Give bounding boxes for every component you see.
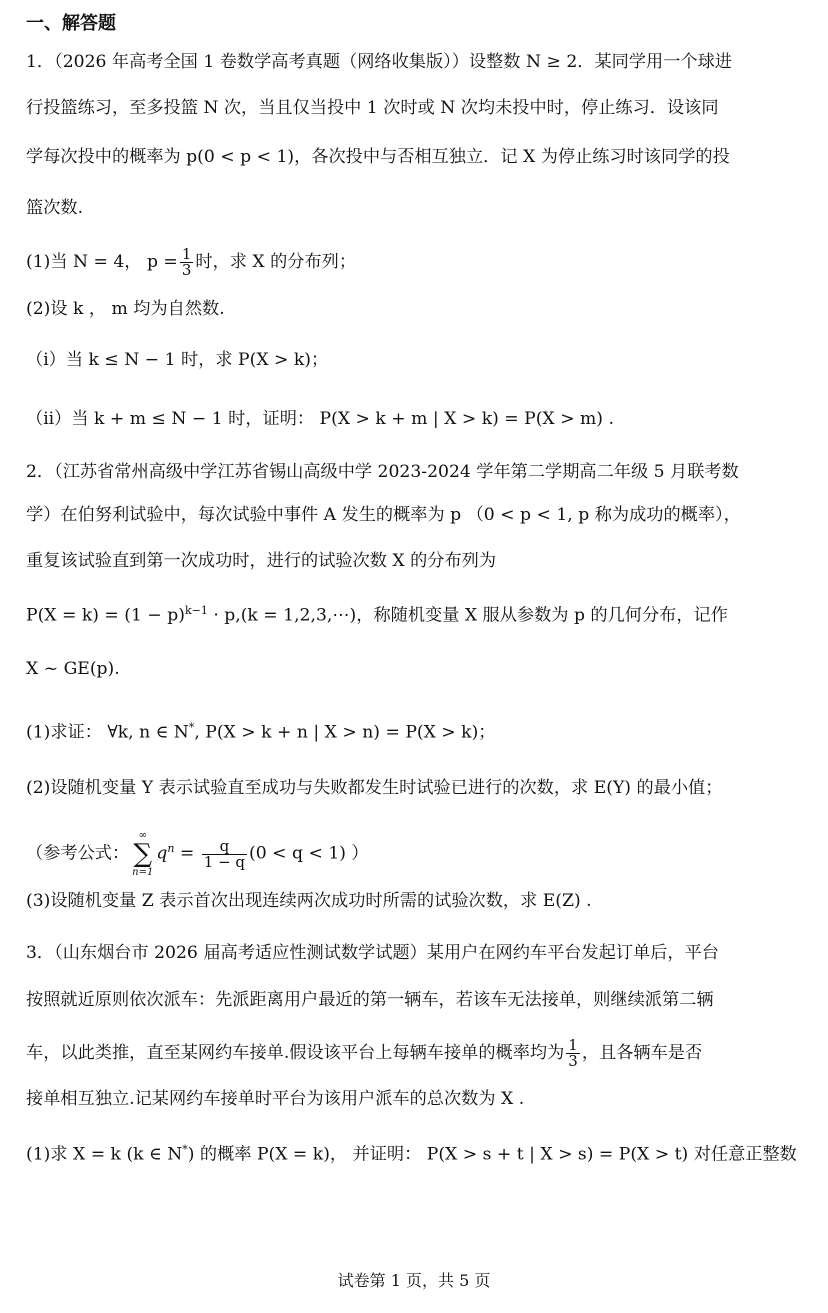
section-title: 一、解答题 bbox=[26, 13, 116, 34]
summation-symbol bbox=[132, 830, 153, 878]
q2-line-5: X ~ GE(p). bbox=[26, 659, 120, 679]
q1-part-2: (2)设 k ， m 均为自然数. bbox=[26, 299, 225, 319]
fraction-denominator: 3 bbox=[568, 1052, 578, 1070]
sum-upper-limit: ∞ bbox=[138, 830, 147, 841]
q2-part-1-prefix: (1)求证： ∀k, n ∈ N bbox=[26, 722, 189, 743]
fraction bbox=[566, 1038, 580, 1069]
q1-line-3: 学每次投中的概率为 p(0 < p < 1)，各次投中与否相互独立．记 X 为停止练习时该同学的投 bbox=[26, 147, 730, 167]
fraction-numerator: 1 bbox=[181, 245, 192, 263]
page-footer: 试卷第 1 页，共 5 页 bbox=[337, 1271, 491, 1290]
reference-fraction-numerator: q bbox=[219, 836, 230, 855]
reference-prefix: （参考公式： bbox=[26, 843, 130, 864]
q3-part-1 bbox=[26, 1138, 806, 1167]
q2-line-4 bbox=[26, 599, 806, 628]
q1-part-2-i: （i）当 k ≤ N − 1 时，求 P(X > k)； bbox=[26, 350, 329, 370]
sum-term-base: q bbox=[156, 843, 168, 864]
q3-line-3 bbox=[26, 1038, 806, 1069]
q1-part-2-ii: （ii）当 k + m ≤ N − 1 时，证明： P(X > k + m | X > k) = P(X > m) . bbox=[26, 409, 614, 429]
superscript-star: * bbox=[182, 1143, 188, 1156]
q2-part-2: (2)设随机变量 Y 表示试验直至成功与失败都发生时试验已进行的次数，求 E(Y) 的最小值； bbox=[26, 778, 723, 798]
q3-line-3-prefix: 车，以此类推，直至某网约车接单.假设该平台上每辆车接单的概率均为 bbox=[26, 1043, 565, 1063]
q1-line-1: 1．（2026 年高考全国 1 卷数学高考真题（网络收集版））设整数 N ≥ 2．某同学用一个球进 bbox=[26, 52, 732, 72]
reference-fraction bbox=[202, 836, 247, 871]
fraction-denominator: 3 bbox=[181, 261, 192, 279]
sum-sign: ∑ bbox=[133, 839, 153, 869]
reference-fraction-denominator: 1 − q bbox=[203, 852, 246, 871]
q1-part-1-prefix: (1)当 N = 4， p = bbox=[26, 252, 178, 272]
q3-line-2: 按照就近原则依次派车：先派距离用户最近的第一辆车，若该车无法接单，则继续派第二辆 bbox=[26, 990, 714, 1010]
fraction bbox=[180, 247, 194, 278]
q3-part-1-suffix: ) 的概率 P(X = k)， 并证明： P(X > s + t | X > s) = P(X > t) 对任意正整数 bbox=[187, 1144, 797, 1165]
q2-part-1-suffix: , P(X > k + n | X > n) = P(X > k)； bbox=[194, 722, 496, 743]
reference-suffix: (0 < q < 1) ） bbox=[249, 843, 369, 864]
equals-sign: = bbox=[174, 843, 200, 864]
q1-line-2: 行投篮练习，至多投篮 N 次，当且仅当投中 1 次时或 N 次均未投中时，停止练习．设该同 bbox=[26, 98, 719, 118]
sum-term-exponent: n bbox=[167, 841, 175, 855]
q1-line-4: 篮次数. bbox=[26, 198, 84, 218]
superscript-star: * bbox=[188, 721, 195, 734]
sum-lower-limit: n=1 bbox=[132, 867, 154, 878]
q3-line-3-suffix: ，且各辆车是否 bbox=[581, 1043, 703, 1063]
q2-line-4-suffix: · p,(k = 1,2,3,⋯)，称随机变量 X 服从参数为 p 的几何分布，记作 bbox=[207, 605, 728, 626]
q2-line-3: 重复该试验直到第一次成功时，进行的试验次数 X 的分布列为 bbox=[26, 551, 497, 571]
fraction-numerator: 1 bbox=[568, 1036, 578, 1054]
q3-part-1-prefix: (1)求 X = k (k ∈ N bbox=[26, 1144, 183, 1165]
q3-line-4: 接单相互独立.记某网约车接单时平台为该用户派车的总次数为 X . bbox=[26, 1089, 525, 1109]
q2-line-4-prefix: P(X = k) = (1 − p) bbox=[26, 605, 185, 626]
q2-part-1 bbox=[26, 716, 806, 745]
q2-line-1: 2．（江苏省常州高级中学江苏省锡山高级中学 2023-2024 学年第二学期高二年级 5 月联考数 bbox=[26, 462, 739, 482]
q2-line-2: 学）在伯努利试验中，每次试验中事件 A 发生的概率为 p （0 < p < 1, p 称为成功的概率）， bbox=[26, 505, 741, 525]
q1-part-1-suffix: 时，求 X 的分布列； bbox=[195, 252, 357, 272]
exponent: k−1 bbox=[184, 604, 208, 617]
q1-part-1 bbox=[26, 247, 806, 278]
q2-reference-formula bbox=[26, 830, 806, 878]
q3-line-1: 3．（山东烟台市 2026 届高考适应性测试数学试题）某用户在网约车平台发起订单后，平台 bbox=[26, 943, 719, 963]
q2-part-3: (3)设随机变量 Z 表示首次出现连续两次成功时所需的试验次数，求 E(Z) . bbox=[26, 891, 592, 911]
